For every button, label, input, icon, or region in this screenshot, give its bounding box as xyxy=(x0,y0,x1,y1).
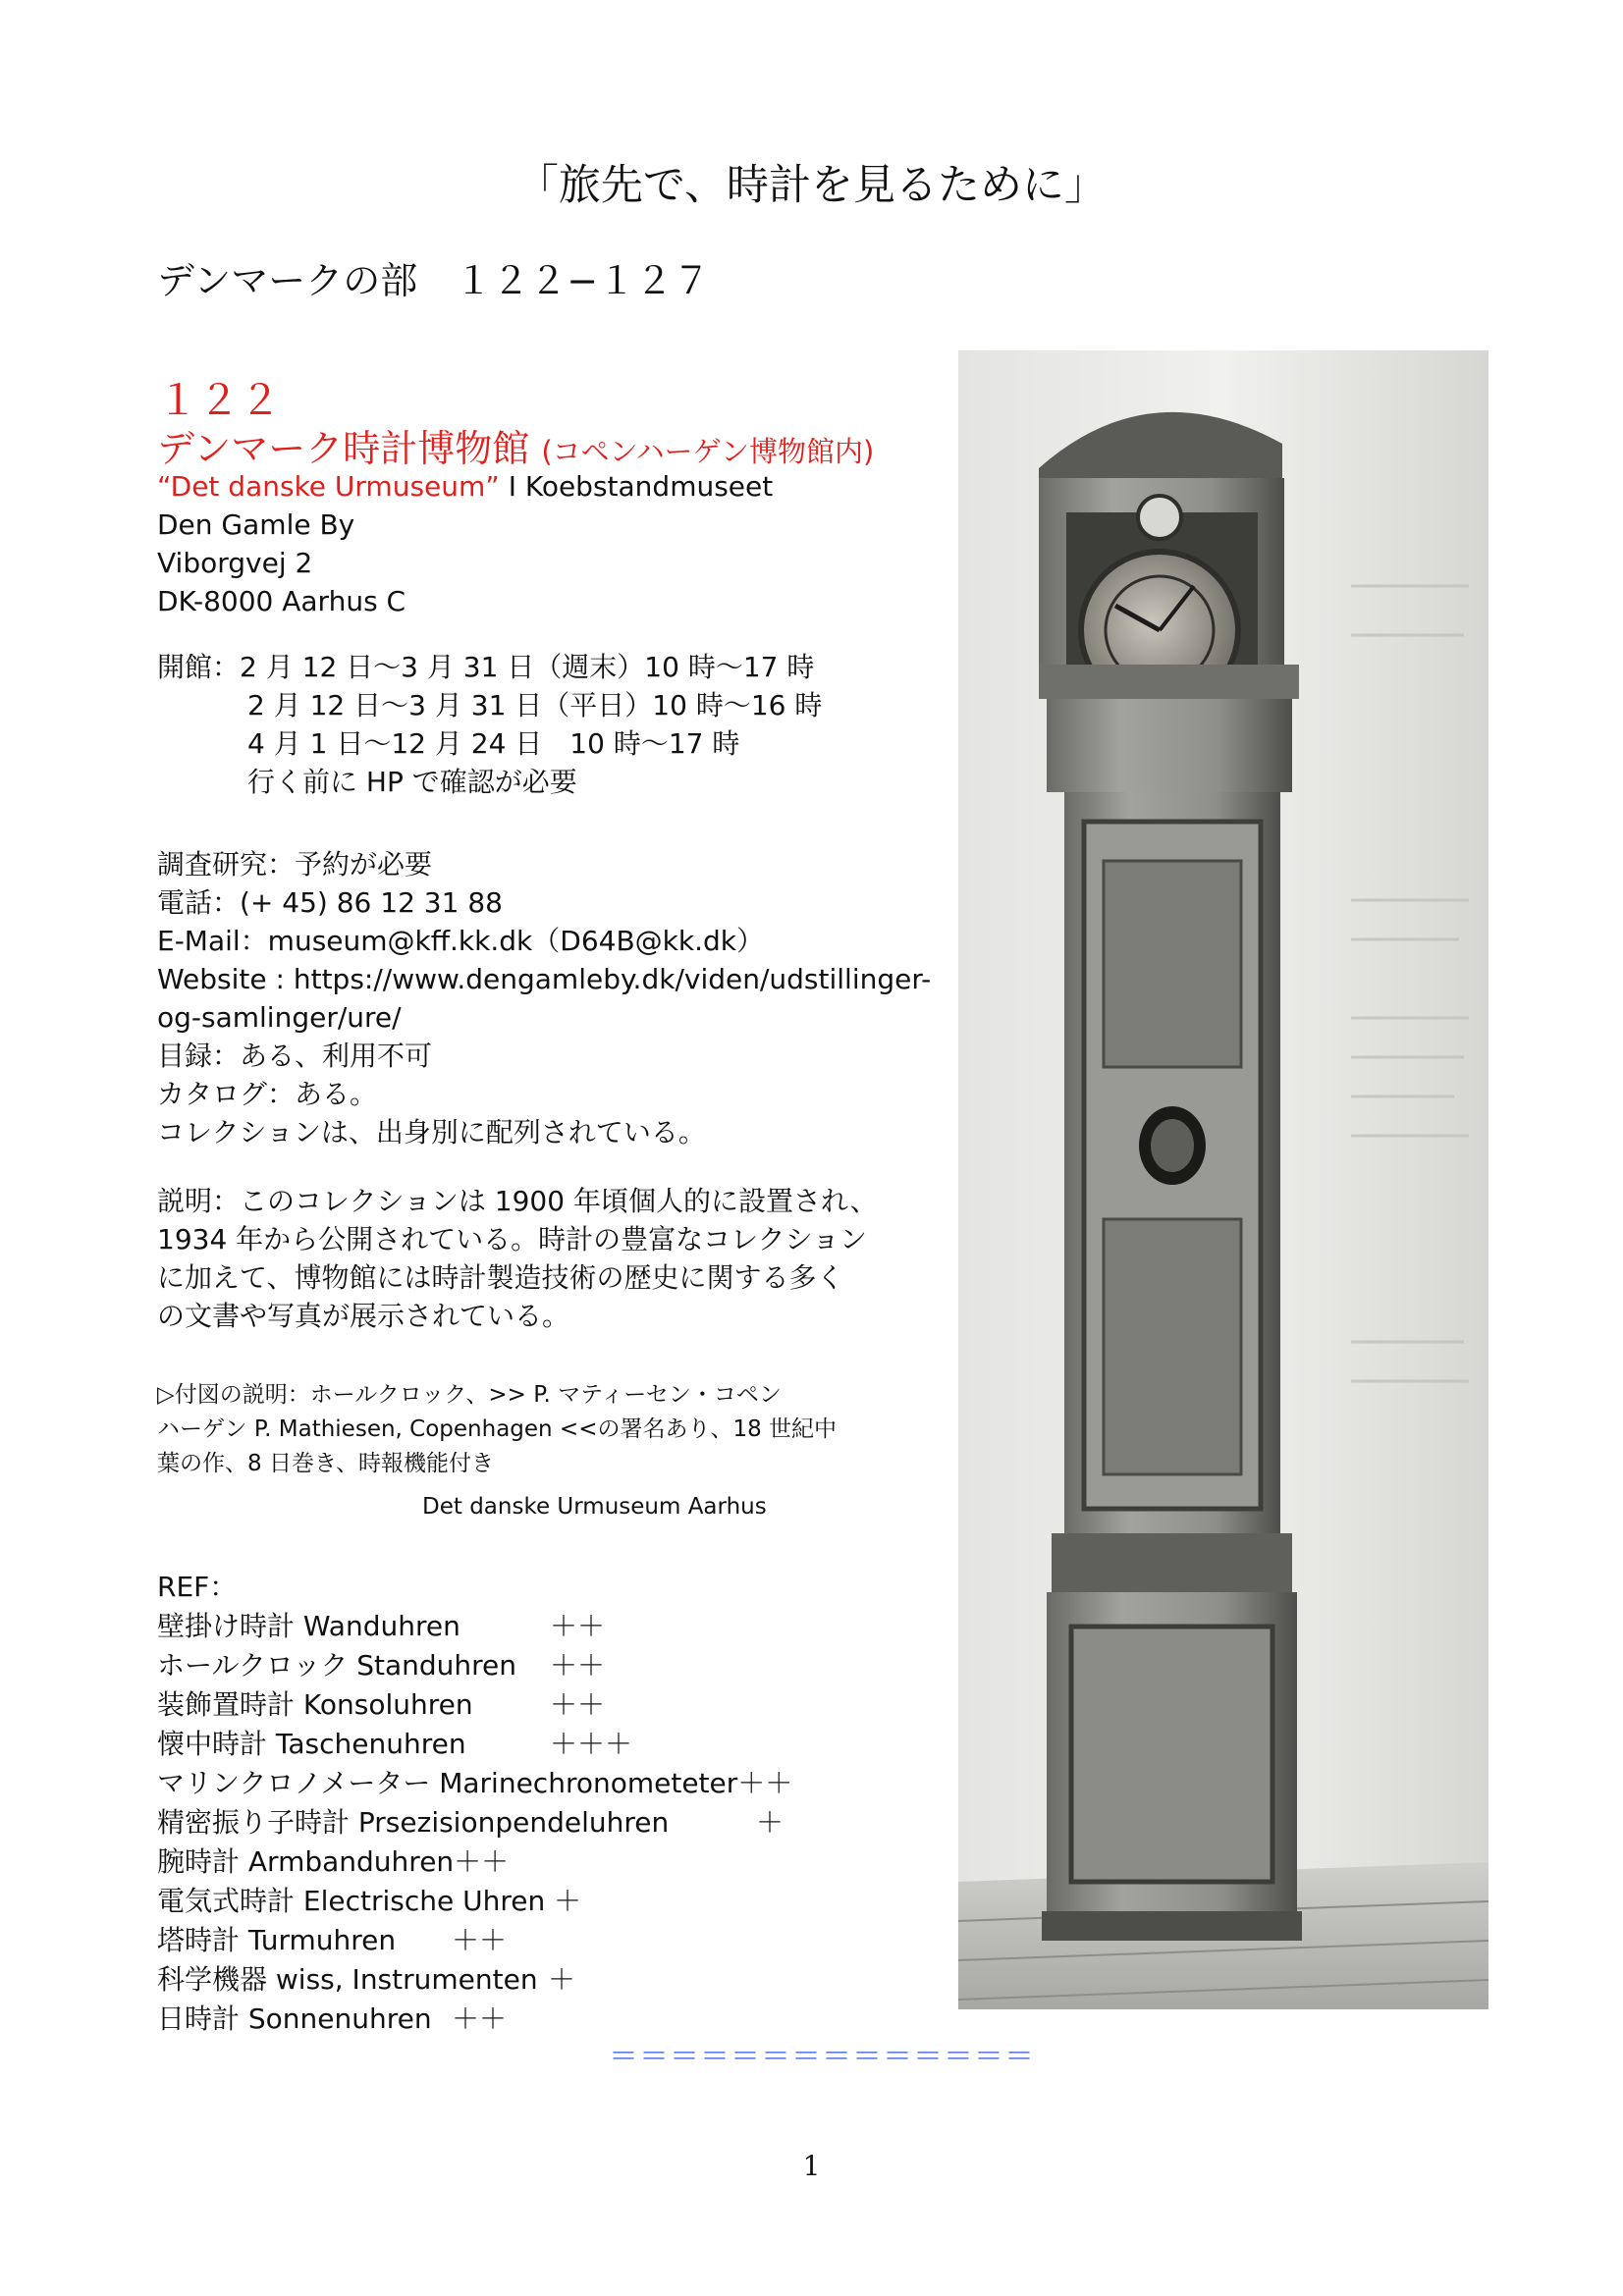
ref-item-marks: ＋＋＋ xyxy=(550,1728,633,1760)
caption-line: 葉の作、8 日巻き、時報機能付き xyxy=(157,1451,495,1476)
phone-line: 電話：(+ 45) 86 12 31 88 xyxy=(157,886,503,919)
ref-item xyxy=(157,1882,792,1921)
website-line: Website : https://www.dengamleby.dk/viden/udstillinger- xyxy=(157,963,932,995)
contact-info xyxy=(157,845,931,1151)
ref-item-name: 塔時計 Turmuhren xyxy=(157,1924,397,1956)
ref-item-name: 懐中時計 Taschenuhren xyxy=(157,1728,466,1760)
ref-item-name: マリンクロノメーター Marinechronometeter xyxy=(157,1767,738,1799)
website-line-continued: og-samlinger/ure/ xyxy=(157,1001,402,1034)
hours-line xyxy=(157,648,822,686)
entry-number: １２２ xyxy=(157,376,282,424)
museum-german-name xyxy=(157,467,773,506)
page-number: 1 xyxy=(802,2150,821,2182)
collection-note: コレクションは、出身別に配列されている。 xyxy=(157,1116,706,1148)
ref-item xyxy=(157,1803,792,1842)
description-line: 1934 年から公開されている。時計の豊富なコレクション xyxy=(157,1223,868,1255)
address-line: Den Gamle By xyxy=(157,508,355,541)
ref-item-name: ホールクロック Standuhren xyxy=(157,1649,517,1682)
ref-item xyxy=(157,1685,792,1725)
ref-item xyxy=(157,1960,792,2000)
museum-german-name-quoted: “Det danske Urmuseum” xyxy=(157,470,500,503)
ref-item-marks: ＋＋ xyxy=(737,1767,793,1799)
ref-item-name: 電気式時計 Electrische Uhren xyxy=(157,1885,546,1917)
ref-label: REF： xyxy=(157,1571,238,1603)
ref-item-name: 壁掛け時計 Wanduhren xyxy=(157,1610,460,1642)
section-heading: デンマークの部 １２２−１２７ xyxy=(157,259,711,302)
ref-item-name: 精密振り子時計 Prsezisionpendeluhren xyxy=(157,1806,670,1839)
ref-item-marks: ＋＋ xyxy=(452,2002,508,2035)
address-line: Viborgvej 2 xyxy=(157,547,313,579)
ref-item-marks: ＋ xyxy=(548,1963,576,1996)
hours-label: 開館： xyxy=(157,651,241,683)
ref-item-name: 装飾置時計 Konsoluhren xyxy=(157,1688,473,1721)
description-line: に加えて、博物館には時計製造技術の歴史に関する多く xyxy=(157,1261,844,1294)
hours-line: 4 月 1 日〜12 月 24 日 10 時〜17 時 xyxy=(247,727,740,760)
description-line: の文書や写真が展示されている。 xyxy=(157,1300,570,1332)
ref-item xyxy=(157,1725,792,1764)
ref-list xyxy=(157,1568,792,2039)
description xyxy=(157,1182,943,1335)
museum-name xyxy=(157,418,874,472)
ref-item-name: 日時計 Sonnenuhren xyxy=(157,2002,432,2035)
clock-case xyxy=(1039,412,1302,1941)
hours-line: 2 月 12 日〜3 月 31 日（平日）10 時〜16 時 xyxy=(247,689,823,721)
ref-item xyxy=(157,1842,792,1882)
email-line: E-Mail：museum@kff.kk.dk（D64B@kk.dk） xyxy=(157,925,764,957)
ref-item xyxy=(157,1607,792,1646)
catalog-line: カタログ：ある。 xyxy=(157,1078,378,1110)
ref-item xyxy=(157,1764,792,1803)
ref-item-marks: ＋ xyxy=(756,1806,784,1839)
catalog-index-line: 目録：ある、利用不可 xyxy=(157,1040,433,1072)
museum-name-sub: (コペンハーゲン博物館内) xyxy=(541,435,875,468)
caption-line: ハーゲン P. Mathiesen, Copenhagen <<の署名あり、18 世紀中 xyxy=(157,1416,838,1442)
ref-item-name: 科学機器 wiss, Instrumenten xyxy=(157,1963,538,1996)
document-title: 「旅先で、時計を見るために」 xyxy=(515,161,1108,210)
hours-text: 2 月 12 日〜3 月 31 日（週末）10 時〜17 時 xyxy=(240,651,815,683)
ref-item-marks: ＋＋ xyxy=(550,1688,606,1721)
address-line: DK-8000 Aarhus C xyxy=(157,585,406,617)
clock-photo xyxy=(958,350,1488,2009)
caption-line: ▷付図の説明：ホールクロック、>> P. マティーセン・コペン xyxy=(157,1382,782,1408)
ref-item-marks: ＋ xyxy=(554,1885,582,1917)
section-separator: ＝＝＝＝＝＝＝＝＝＝＝＝＝＝ xyxy=(609,2040,1035,2074)
description-line: 説明：このコレクションは 1900 年頃個人的に設置され、 xyxy=(157,1185,878,1217)
caption-source: Det danske Urmuseum Aarhus xyxy=(422,1494,767,1520)
figure-caption xyxy=(157,1378,837,1481)
research-line: 調査研究：予約が必要 xyxy=(157,848,433,881)
ref-item-marks: ＋＋ xyxy=(454,1845,510,1878)
ref-item-marks: ＋＋ xyxy=(550,1649,606,1682)
opening-hours xyxy=(157,648,822,801)
museum-german-name-rest: I Koebstandmuseet xyxy=(499,470,774,503)
ref-item-name: 腕時計 Armbanduhren xyxy=(157,1845,455,1878)
address-block xyxy=(157,467,773,620)
museum-name-main: デンマーク時計博物館 xyxy=(157,427,542,470)
hours-line: 行く前に HP で確認が必要 xyxy=(247,766,577,798)
ref-item xyxy=(157,1921,792,1960)
ref-item xyxy=(157,1646,792,1685)
ref-item-marks: ＋＋ xyxy=(550,1610,606,1642)
ref-item-marks: ＋＋ xyxy=(452,1924,508,1956)
